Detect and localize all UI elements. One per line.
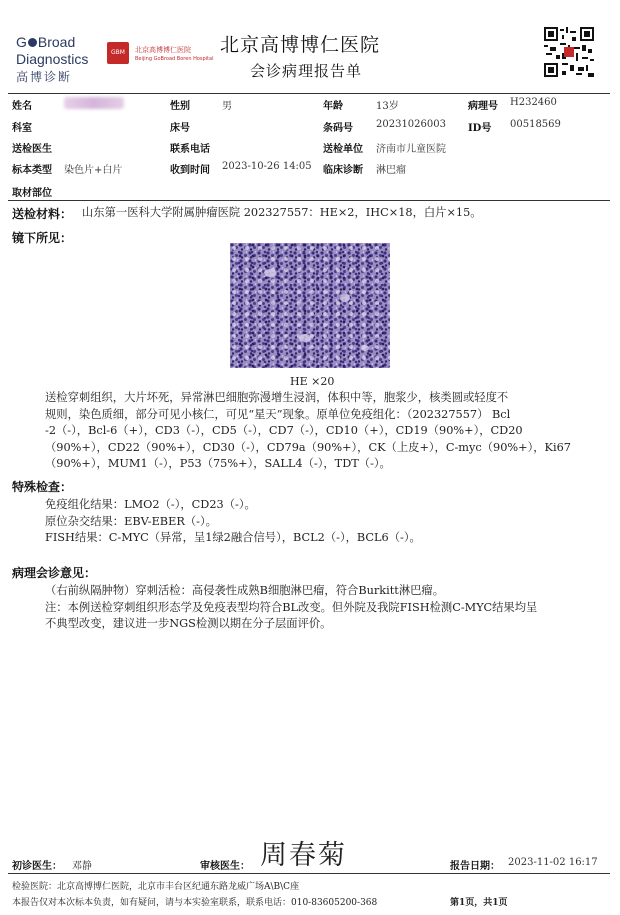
report-subtitle: 会诊病理报告单	[250, 62, 363, 80]
path-number-label: 病理号	[468, 101, 498, 112]
gender-label: 性别	[170, 101, 190, 112]
received-time-value: 2023-10-26 14:05	[222, 161, 312, 172]
special-exam-results	[45, 497, 421, 547]
bed-label: 床号	[170, 123, 190, 134]
first-doctor-value: 邓静	[72, 861, 92, 872]
clinical-diagnosis-label: 临床诊断	[323, 165, 363, 176]
material-label: 送检材料：	[12, 207, 73, 221]
qr-code-icon	[544, 27, 594, 77]
age-value: 13岁	[376, 101, 399, 112]
logo-line-2: Diagnostics	[16, 51, 89, 67]
specimen-type-label: 标本类型	[12, 165, 52, 176]
barcode-label: 条码号	[323, 123, 353, 134]
phone-label: 联系电话	[170, 144, 210, 155]
microscopy-label: 镜下所见：	[12, 231, 73, 245]
report-disclaimer: 本报告仅对本次标本负责，如有疑问，请与本实验室联系，联系电话：010-83605200-368	[12, 898, 378, 908]
opinion-label: 病理会诊意见：	[12, 566, 97, 580]
microscopy-image	[230, 243, 390, 368]
gender-value: 男	[222, 101, 232, 112]
special-exam-line: 免疫组化结果：LMO2（-），CD23（-）。	[45, 498, 256, 511]
review-doctor-label: 审核医生：	[200, 861, 250, 872]
microscopy-line: 送检穿刺组织，大片坏死，异常淋巴细胞弥漫增生浸润，体积中等，胞浆少，核类圆或轻度不	[45, 391, 509, 404]
microscopy-line: （90%+），MUM1（-），P53（75%+），SALL4（-），TDT（-）。	[45, 457, 391, 470]
specimen-type-value: 染色片+白片	[64, 165, 123, 176]
opinion-line: 注：本例送检穿刺组织形态学及免疫表型均符合BL改变。但外院及我院FISH检测C-MYC结果均呈	[45, 600, 538, 614]
name-label: 姓名	[12, 101, 32, 112]
logo-line-1: G Broad	[16, 34, 76, 50]
report-title: 北京高博博仁医院	[220, 34, 381, 56]
material-text: 山东第一医科大学附属肿瘤医院 202327557：HE×2，IHC×18，白片×15。	[82, 206, 482, 219]
hospital-emblem-icon: GBM	[107, 42, 129, 64]
sending-unit-value: 济南市儿童医院	[376, 144, 446, 155]
received-time-label: 收到时间	[170, 165, 210, 176]
department-label: 科室	[12, 123, 32, 134]
id-value: 00518569	[510, 119, 561, 130]
logo-chinese: 高博诊断	[16, 70, 73, 84]
header-divider	[8, 93, 610, 94]
opinion-line: （右前纵隔肿物）穿刺活检：高侵袭性成熟B细胞淋巴瘤，符合Burkitt淋巴瘤。	[45, 584, 445, 597]
microscopy-line: 规则，染色质细，部分可见小核仁，可见“星天”现象。原单位免疫组化：（202327557） Bcl	[45, 407, 511, 421]
special-exam-label: 特殊检查：	[12, 480, 73, 494]
microscopy-line: -2（-），Bcl-6（+），CD3（-），CD5（-），CD7（-），CD10（+），CD19（90%+），CD20	[45, 424, 523, 437]
hospital-name-english-small: Beijing GoBroad Boren Hospital	[135, 56, 214, 62]
report-date-label: 报告日期：	[450, 861, 500, 872]
logo-dot-icon	[28, 38, 37, 47]
special-exam-line: FISH结果：C-MYC（异常，呈1绿2融合信号），BCL2（-），BCL6（-）。	[45, 531, 421, 544]
hospital-name-small: 北京高博博仁医院	[135, 46, 191, 54]
redacted-name	[64, 97, 124, 109]
age-label: 年龄	[323, 101, 343, 112]
page-number: 第1页，共1页	[450, 898, 508, 908]
opinion-text	[45, 583, 610, 633]
reviewer-signature: 周春菊	[260, 840, 347, 871]
microscopy-line: （90%+），CD22（90%+），CD30（-），CD79a（90%+），CK（上皮+），C-myc（90%+），Ki67	[45, 440, 571, 454]
first-doctor-label: 初诊医生：	[12, 861, 62, 872]
barcode-value: 20231026003	[376, 119, 446, 130]
sending-unit-label: 送检单位	[323, 144, 363, 155]
microscopy-description	[45, 390, 610, 473]
report-date-value: 2023-11-02 16:17	[508, 857, 598, 868]
id-label: ID号	[468, 123, 492, 134]
logo-english	[16, 34, 88, 68]
path-number-value: H232460	[510, 97, 557, 108]
microscopy-caption: HE ×20	[290, 375, 335, 388]
info-divider	[8, 200, 610, 201]
opinion-line: 不典型改变，建议进一步NGS检测以期在分子层面评价。	[45, 617, 332, 630]
sampling-site-label: 取材部位	[12, 188, 52, 199]
testing-hospital-address: 检验医院：北京高博博仁医院，北京市丰台区纪通东路龙威广场A\B\C座	[12, 882, 300, 892]
sending-doctor-label: 送检医生	[12, 144, 52, 155]
footer-divider	[8, 873, 610, 874]
clinical-diagnosis-value: 淋巴瘤	[376, 165, 406, 176]
special-exam-line: 原位杂交结果：EBV-EBER（-）。	[45, 514, 217, 528]
